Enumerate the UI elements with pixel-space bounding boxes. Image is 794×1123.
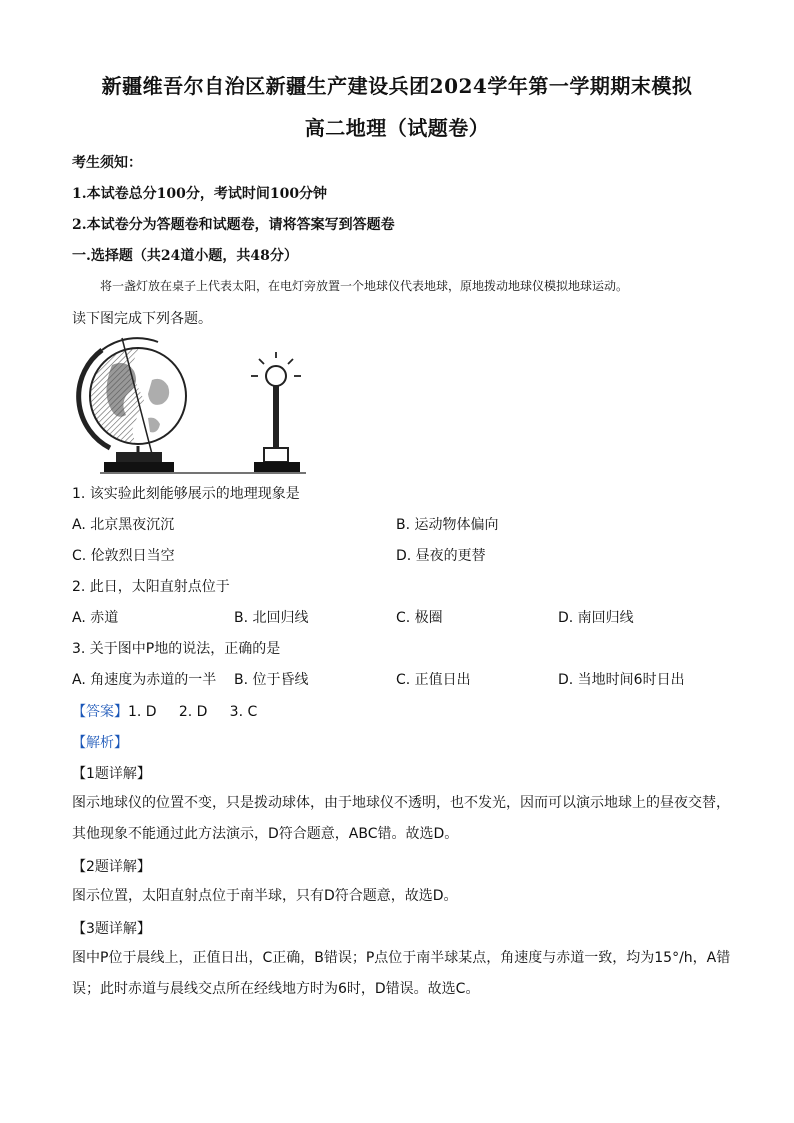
analysis-part-text: 图示地球仪的位置不变，只是拨动球体，由于地球仪不透明，也不发光，因而可以演示地球上的昼夜交替，其他现象不能通过此方法演示，D符合题意，ABC错。故选D。	[72, 795, 730, 842]
option-c[interactable]: C. 正值日出	[396, 672, 471, 688]
analysis-part-label: 【3题详解】	[72, 921, 151, 937]
notice-item: 2.本试卷分为答题卷和试题卷，请将答案写到答题卷	[72, 217, 395, 233]
analysis-part-label: 【2题详解】	[72, 859, 151, 875]
question-prompt: 读下图完成下列各题。	[72, 311, 212, 327]
analysis-part-text: 图示位置，太阳直射点位于南半球，只有D符合题意，故选D。	[72, 888, 458, 904]
question-stem: 2. 此日，太阳直射点位于	[72, 579, 230, 595]
option-a[interactable]: A. 赤道	[72, 610, 119, 626]
question-stem: 1. 该实验此刻能够展示的地理现象是	[72, 486, 300, 502]
exam-subtitle: 高二地理（试题卷）	[304, 116, 490, 140]
option-b[interactable]: B. 位于昏线	[234, 672, 309, 688]
option-b[interactable]: B. 北回归线	[234, 610, 309, 626]
notice-item: 1.本试卷总分100分，考试时间100分钟	[72, 186, 328, 202]
answer-label: 【答案】	[72, 704, 128, 720]
option-d[interactable]: D. 南回归线	[558, 610, 634, 626]
option-d[interactable]: D. 当地时间6时日出	[558, 672, 685, 688]
globe-icon	[79, 338, 186, 472]
analysis-part-text: 图中P位于晨线上，正值日出，C正确，B错误；P点位于南半球某点，角速度与赤道一致，均为15°/h，A错误；此时赤道与晨线交点所在经线地方时为6时，D错误。故选C。	[72, 950, 731, 997]
section-heading: 一.选择题（共24道小题，共48分）	[72, 248, 298, 264]
experiment-figure	[72, 330, 312, 476]
option-c[interactable]: C. 伦敦烈日当空	[72, 548, 175, 564]
option-b[interactable]: B. 运动物体偏向	[396, 517, 499, 533]
lamp-icon	[251, 352, 301, 472]
answer-text: 1. D 2. D 3. C	[128, 704, 258, 720]
option-d[interactable]: D. 昼夜的更替	[396, 548, 486, 564]
question-intro: 将一盏灯放在桌子上代表太阳，在电灯旁放置一个地球仪代表地球，原地拨动地球仪模拟地球运动。	[100, 279, 629, 293]
option-c[interactable]: C. 极圈	[396, 610, 443, 626]
question-stem: 3. 关于图中P地的说法，正确的是	[72, 641, 281, 657]
answer-line	[72, 701, 257, 721]
option-a[interactable]: A. 北京黑夜沉沉	[72, 517, 175, 533]
analysis-part-label: 【1题详解】	[72, 766, 151, 782]
notice-heading: 考生须知：	[72, 155, 142, 171]
exam-title: 新疆维吾尔自治区新疆生产建设兵团2024学年第一学期期末模拟	[101, 74, 693, 98]
option-a[interactable]: A. 角速度为赤道的一半	[72, 672, 217, 688]
analysis-label: 【解析】	[72, 735, 128, 751]
